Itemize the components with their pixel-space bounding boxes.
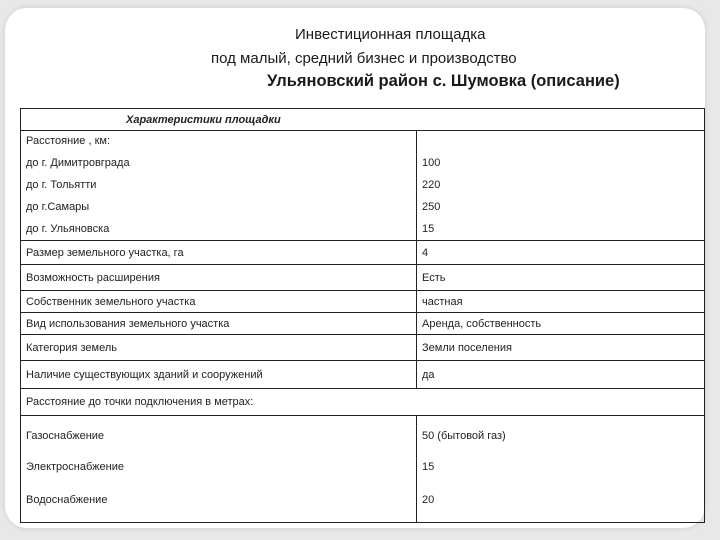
row-label: Категория земель bbox=[21, 335, 417, 361]
table-row bbox=[21, 196, 705, 218]
row-label: Электроснабжение bbox=[21, 456, 417, 479]
table-header-row bbox=[21, 109, 705, 131]
row-value: 20 bbox=[422, 494, 435, 507]
table-row bbox=[21, 265, 705, 291]
row-label: Возможность расширения bbox=[21, 265, 417, 291]
row-value: 15 bbox=[422, 461, 435, 473]
row-label: Водоснабжение bbox=[21, 479, 417, 523]
row-value: Аренда, собственность bbox=[417, 313, 705, 335]
table-row bbox=[21, 416, 705, 456]
row-label: Газоснабжение bbox=[21, 416, 417, 456]
row-label: до г. Ульяновска bbox=[21, 218, 417, 241]
characteristics-table bbox=[20, 108, 705, 523]
row-label: до г.Самары bbox=[21, 196, 417, 218]
table-row bbox=[21, 152, 705, 174]
table-row bbox=[21, 335, 705, 361]
table-row bbox=[21, 218, 705, 241]
row-label: до г. Димитровграда bbox=[21, 152, 417, 174]
row-value: 50 (бытовой газ) bbox=[422, 429, 506, 442]
row-label: Вид использования земельного участка bbox=[21, 313, 417, 335]
row-label: Наличие существующих зданий и сооружений bbox=[21, 361, 417, 389]
slide bbox=[5, 8, 705, 528]
table-row bbox=[21, 361, 705, 389]
row-value: Земли поселения bbox=[417, 335, 705, 361]
table-row bbox=[21, 131, 705, 152]
table-row bbox=[21, 479, 705, 523]
table-row bbox=[21, 291, 705, 313]
row-value: 100 bbox=[422, 156, 441, 169]
row-value: 15 bbox=[417, 218, 705, 241]
table-row bbox=[21, 313, 705, 335]
title-line-1: Инвестиционная площадка bbox=[295, 26, 486, 43]
row-value: Есть bbox=[417, 265, 705, 291]
row-value: да bbox=[417, 361, 705, 389]
row-label: Собственник земельного участка bbox=[21, 291, 417, 313]
distance-section-label: Расстояние , км: bbox=[21, 131, 417, 152]
table-row bbox=[21, 241, 705, 265]
row-value: 220 bbox=[422, 178, 441, 191]
table-row bbox=[21, 389, 705, 416]
row-value: 4 bbox=[417, 241, 705, 265]
table-row bbox=[21, 174, 705, 196]
table-row bbox=[21, 456, 705, 479]
table-header: Характеристики площадки bbox=[21, 109, 705, 131]
title-line-2: под малый, средний бизнес и производство bbox=[211, 50, 517, 67]
row-label: Размер земельного участка, га bbox=[21, 241, 417, 265]
row-value: частная bbox=[417, 291, 705, 313]
connection-section-label: Расстояние до точки подключения в метрах: bbox=[21, 389, 705, 416]
row-value: 250 bbox=[422, 200, 441, 213]
row-label: до г. Тольятти bbox=[21, 174, 417, 196]
title-line-3: Ульяновский район с. Шумовка (описание) bbox=[267, 72, 620, 90]
